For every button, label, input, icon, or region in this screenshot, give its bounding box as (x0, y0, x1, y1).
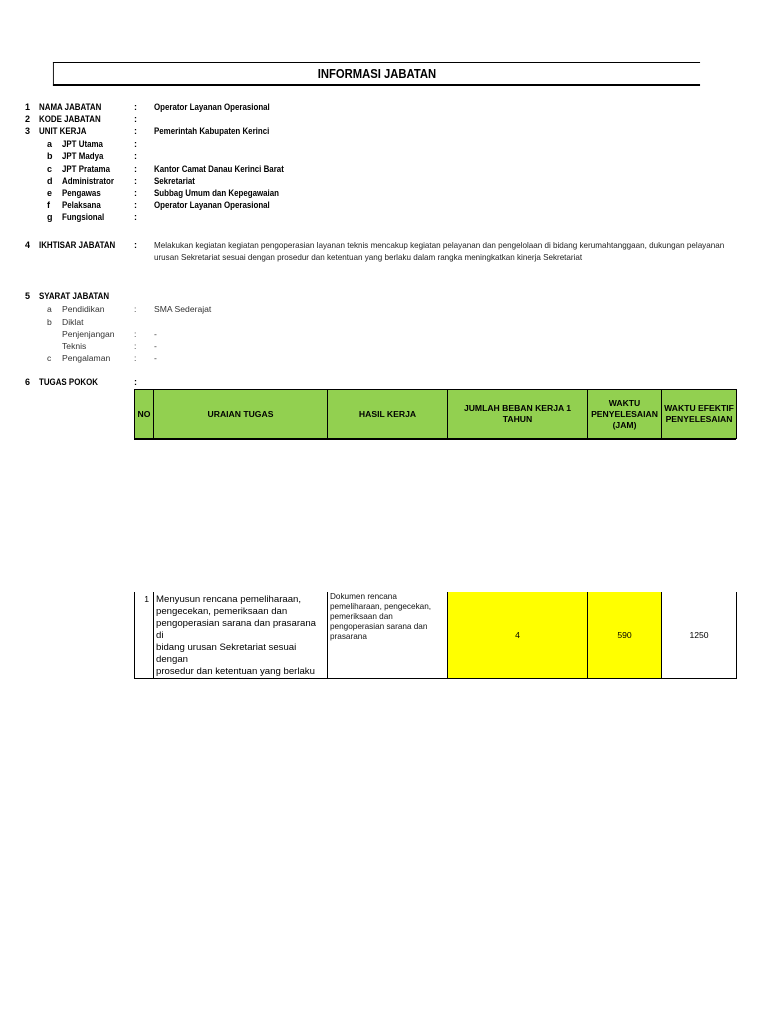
item-value: Subbag Umum dan Kepegawaian (154, 188, 279, 198)
item-label: Pengawas (62, 188, 101, 198)
row-value: Pemerintah Kabupaten Kerinci (154, 126, 270, 136)
header-efektif (662, 390, 737, 439)
row-colon: : (134, 126, 137, 136)
item-value: - (154, 341, 157, 351)
item-label: JPT Utama (62, 139, 103, 149)
item-letter: c (47, 353, 52, 363)
item-colon: : (134, 341, 137, 351)
header-waktu-line-2: PENYELESAIAN (591, 408, 658, 419)
row-number: 3 (25, 126, 31, 136)
hasil-line: pemeriksaan dan (330, 612, 393, 621)
header-jumlah: JUMLAH BEBAN KERJA 1 TAHUN (448, 390, 588, 439)
uraian-line: bidang urusan Sekretariat sesuai dengan (156, 642, 297, 665)
header-uraian: URAIAN TUGAS (154, 390, 328, 439)
tugas-header-table (134, 389, 737, 439)
item-label: JPT Pratama (62, 164, 110, 174)
ikhtisar-description (154, 240, 744, 263)
row-colon: : (134, 377, 137, 387)
row-value: Operator Layanan Operasional (154, 102, 270, 112)
ikhtisar-line-2: urusan Sekretariat sesuai dengan prosedur dan ketentuan yang berlaku dalam rangka meningkatkan kinerja Sekretariat (154, 251, 583, 262)
item-value: - (154, 353, 157, 363)
item-value: - (154, 329, 157, 339)
cell-waktu: 590 (588, 592, 662, 679)
header-no: NO (135, 390, 154, 439)
item-colon: : (134, 188, 137, 198)
row-colon: : (134, 102, 137, 112)
header-bottom-rule (134, 438, 736, 440)
item-letter: a (47, 304, 52, 314)
row-number: 2 (25, 114, 31, 124)
page-title: INFORMASI JABATAN (53, 62, 700, 86)
item-colon: : (134, 304, 137, 314)
item-label: Penjenjangan (62, 329, 115, 339)
row-label: KODE JABATAN (39, 114, 101, 124)
item-colon: : (134, 212, 137, 222)
row-number: 4 (25, 240, 31, 250)
item-colon: : (134, 329, 137, 339)
item-label: Pendidikan (62, 304, 105, 314)
item-letter: b (47, 317, 52, 327)
uraian-line: prosedur dan ketentuan yang berlaku (156, 666, 315, 677)
item-letter: f (47, 200, 50, 210)
cell-hasil (328, 592, 448, 679)
cell-uraian (154, 592, 328, 679)
ikhtisar-line-1: Melakukan kegiatan kegiatan pengoperasian layanan teknis mencakup kegiatan pelayanan dan pengelolaan di bidang kerumahtanggaan, dukungan pelayanan (154, 240, 725, 250)
item-value: SMA Sederajat (154, 304, 212, 314)
item-label: Pengalaman (62, 353, 111, 363)
row-label: NAMA JABATAN (39, 102, 102, 112)
header-hasil: HASIL KERJA (328, 390, 448, 439)
item-colon: : (134, 353, 137, 363)
item-label: Diklat (62, 317, 84, 327)
item-value: Sekretariat (154, 176, 195, 186)
item-letter: c (47, 164, 53, 174)
tugas-data-table (134, 592, 737, 679)
row-number: 5 (25, 291, 31, 301)
item-label: Teknis (62, 341, 87, 351)
item-letter: b (47, 151, 53, 161)
table-row (135, 592, 737, 679)
uraian-line: Menyusun rencana pemeliharaan, (156, 594, 302, 605)
row-colon: : (134, 240, 137, 250)
header-waktu-line-3: (JAM) (612, 419, 637, 430)
row-number: 6 (25, 377, 31, 387)
item-label: Administrator (62, 176, 114, 186)
item-label: JPT Madya (62, 151, 104, 161)
item-letter: g (47, 212, 53, 222)
item-colon: : (134, 151, 137, 161)
header-efektif-line-1: WAKTU EFEKTIF (664, 403, 734, 413)
uraian-line: pengoperasian sarana dan prasarana di (156, 618, 317, 641)
item-colon: : (134, 164, 137, 174)
item-letter: a (47, 139, 53, 149)
row-label: IKHTISAR JABATAN (39, 240, 116, 250)
item-label: Fungsional (62, 212, 105, 222)
cell-jumlah: 4 (448, 592, 588, 679)
item-colon: : (134, 139, 137, 149)
item-letter: e (47, 188, 53, 198)
header-efektif-line-2: PENYELESAIAN (665, 414, 733, 424)
cell-no: 1 (135, 592, 154, 679)
item-value: Operator Layanan Operasional (154, 200, 270, 210)
row-number: 1 (25, 102, 31, 112)
item-colon: : (134, 200, 137, 210)
cell-efektif: 1250 (662, 592, 737, 679)
hasil-line: pemeliharaan, pengecekan, (330, 602, 432, 611)
item-label: Pelaksana (62, 200, 101, 210)
row-colon: : (134, 114, 137, 124)
item-letter: d (47, 176, 53, 186)
row-label: TUGAS POKOK (39, 377, 98, 387)
hasil-line: prasarana (330, 632, 367, 641)
header-waktu-line-1: WAKTU (608, 397, 641, 408)
item-colon: : (134, 176, 137, 186)
uraian-line: pengecekan, pemeriksaan dan (156, 606, 288, 617)
row-label: UNIT KERJA (39, 126, 87, 136)
hasil-line: Dokumen rencana (330, 592, 397, 601)
item-value: Kantor Camat Danau Kerinci Barat (154, 164, 284, 174)
row-label: SYARAT JABATAN (39, 291, 110, 301)
hasil-line: pengoperasian sarana dan (330, 622, 428, 631)
header-waktu (588, 390, 662, 439)
